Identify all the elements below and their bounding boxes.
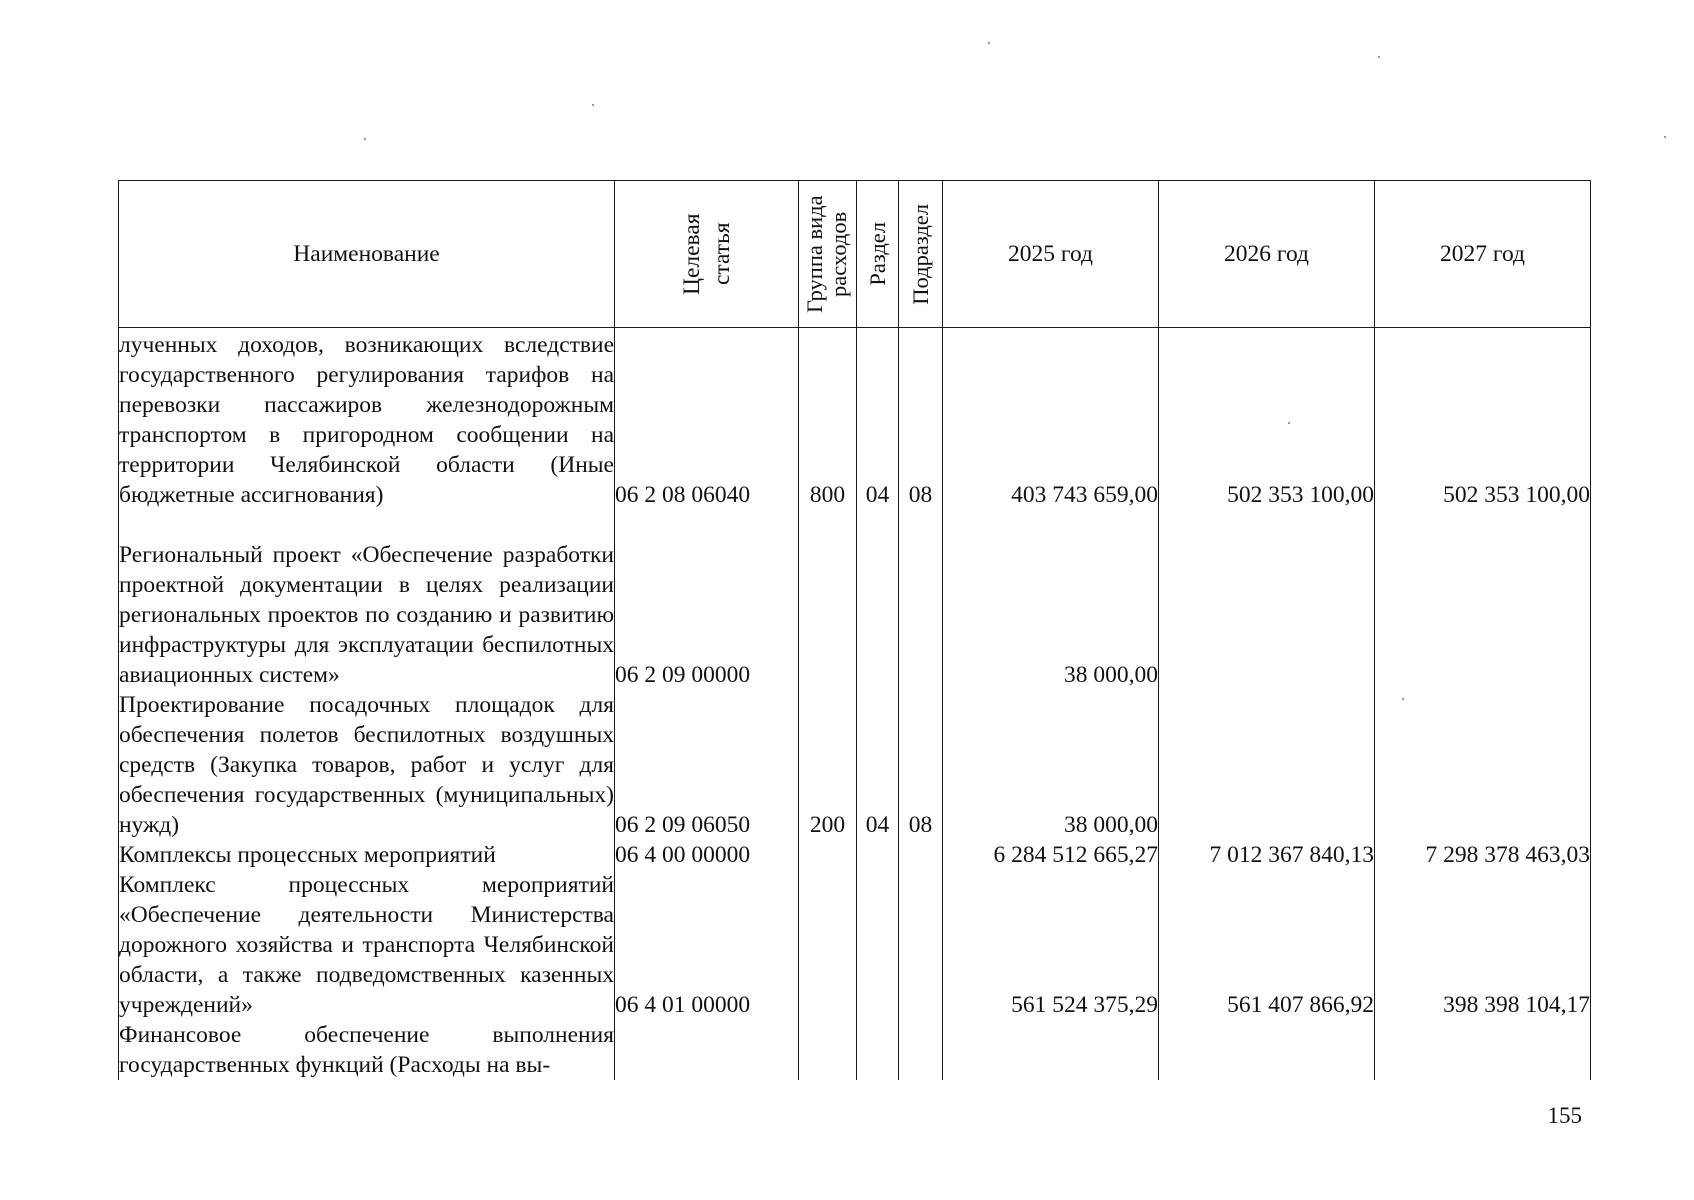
row-name bbox=[119, 870, 615, 1020]
row-section bbox=[857, 510, 899, 690]
row-expense-group: 800 bbox=[799, 328, 857, 511]
row-amount-2027 bbox=[1375, 1020, 1591, 1080]
table-row bbox=[119, 690, 1591, 840]
row-amount-2027: 7 298 378 463,03 bbox=[1375, 840, 1591, 870]
header-subsection-text: Подраздел bbox=[907, 203, 933, 305]
row-name-text: Комплекс процессных мероприятий «Обеспечение деятельности Министерства дорожного хозяйства и транспорта Челябинской области, а также подведомственных казенных учреждений» bbox=[119, 872, 614, 1018]
row-amount-2026 bbox=[1159, 690, 1375, 840]
row-target-article: 06 4 00 00000 bbox=[615, 840, 799, 870]
header-year-2027: 2027 год bbox=[1375, 181, 1591, 328]
row-subsection bbox=[899, 840, 943, 870]
row-amount-2025 bbox=[943, 1020, 1159, 1080]
header-expense-group bbox=[799, 181, 857, 328]
row-amount-2025: 403 743 659,00 bbox=[943, 328, 1159, 511]
row-amount-2026: 561 407 866,92 bbox=[1159, 870, 1375, 1020]
row-subsection bbox=[899, 870, 943, 1020]
row-name bbox=[119, 840, 615, 870]
row-section: 04 bbox=[857, 328, 899, 511]
scan-speck bbox=[1664, 136, 1666, 138]
row-amount-2026 bbox=[1159, 1020, 1375, 1080]
row-amount-2025: 6 284 512 665,27 bbox=[943, 840, 1159, 870]
row-name bbox=[119, 510, 615, 690]
row-subsection bbox=[899, 510, 943, 690]
row-name-text: Региональный проект «Обеспечение разработки проектной документации в целях реализации региональных проектов по созданию и развитию инфраструктуры для эксплуатации беспилотных авиационных систем» bbox=[119, 542, 614, 688]
row-expense-group bbox=[799, 870, 857, 1020]
row-amount-2026: 7 012 367 840,13 bbox=[1159, 840, 1375, 870]
table-header-row bbox=[119, 181, 1591, 328]
row-target-article: 06 4 01 00000 bbox=[615, 870, 799, 1020]
scan-speck bbox=[1288, 422, 1290, 424]
row-name-text: Финансовое обеспечение выполнения государственных функций (Расходы на вы- bbox=[119, 1022, 614, 1078]
row-subsection bbox=[899, 1020, 943, 1080]
budget-table bbox=[118, 180, 1591, 1080]
table-row bbox=[119, 1020, 1591, 1080]
row-amount-2027 bbox=[1375, 690, 1591, 840]
row-name-text: лученных доходов, возникающих вследствие государственного регулирования тарифов на перевозки пассажиров железнодорожным транспортом в пригородном сообщении на территории Челябинской области (Иные бюджетные ассигнования) bbox=[119, 332, 614, 508]
header-subsection bbox=[899, 181, 943, 328]
row-amount-2027: 398 398 104,17 bbox=[1375, 870, 1591, 1020]
row-target-article: 06 2 09 00000 bbox=[615, 510, 799, 690]
scan-speck bbox=[364, 138, 366, 140]
header-expense-group-text: Группа вида расходов bbox=[801, 195, 851, 313]
row-name bbox=[119, 328, 615, 511]
scan-speck bbox=[988, 42, 990, 44]
row-target-article bbox=[615, 1020, 799, 1080]
header-target-article-text: Целевая статья bbox=[678, 213, 735, 295]
header-year-2026: 2026 год bbox=[1159, 181, 1375, 328]
row-expense-group bbox=[799, 840, 857, 870]
table-row bbox=[119, 870, 1591, 1020]
row-name-text: Комплексы процессных мероприятий bbox=[119, 842, 496, 868]
row-amount-2027 bbox=[1375, 510, 1591, 690]
row-section bbox=[857, 840, 899, 870]
row-expense-group bbox=[799, 510, 857, 690]
row-amount-2025: 38 000,00 bbox=[943, 510, 1159, 690]
row-subsection: 08 bbox=[899, 690, 943, 840]
table-row bbox=[119, 328, 1591, 511]
row-amount-2026 bbox=[1159, 510, 1375, 690]
table-row bbox=[119, 510, 1591, 690]
row-target-article: 06 2 08 06040 bbox=[615, 328, 799, 511]
row-section: 04 bbox=[857, 690, 899, 840]
row-name bbox=[119, 690, 615, 840]
scan-speck bbox=[1378, 56, 1380, 58]
row-amount-2025: 561 524 375,29 bbox=[943, 870, 1159, 1020]
row-target-article: 06 2 09 06050 bbox=[615, 690, 799, 840]
page-number: 155 bbox=[1547, 1103, 1582, 1128]
row-expense-group: 200 bbox=[799, 690, 857, 840]
table-row bbox=[119, 840, 1591, 870]
header-year-2025: 2025 год bbox=[943, 181, 1159, 328]
scan-speck bbox=[592, 104, 594, 106]
header-section-text: Раздел bbox=[864, 222, 890, 286]
row-amount-2026: 502 353 100,00 bbox=[1159, 328, 1375, 511]
row-section bbox=[857, 870, 899, 1020]
header-name: Наименование bbox=[119, 181, 615, 328]
row-expense-group bbox=[799, 1020, 857, 1080]
row-amount-2027: 502 353 100,00 bbox=[1375, 328, 1591, 511]
scan-speck bbox=[1402, 698, 1404, 700]
header-section bbox=[857, 181, 899, 328]
row-name bbox=[119, 1020, 615, 1080]
row-amount-2025: 38 000,00 bbox=[943, 690, 1159, 840]
row-section bbox=[857, 1020, 899, 1080]
row-subsection: 08 bbox=[899, 328, 943, 511]
header-target-article bbox=[615, 181, 799, 328]
row-name-text: Проектирование посадочных площадок для обеспечения полетов беспилотных воздушных средств (Закупка товаров, работ и услуг для обеспечения государственных (муниципальных) нужд) bbox=[119, 692, 614, 838]
